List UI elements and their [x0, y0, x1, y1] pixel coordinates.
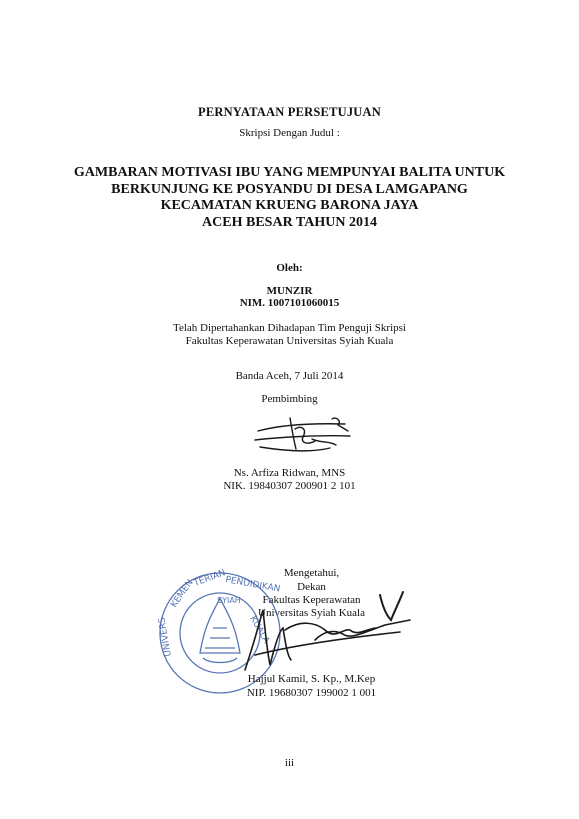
svg-text:TERIAN: TERIAN [192, 568, 228, 589]
thesis-title-line: KECAMATAN KRUENG BARONA JAYA [160, 198, 419, 213]
approval-university: Universitas Syiah Kuala [258, 607, 365, 619]
dean-nip: NIP. 19680307 199002 1 001 [246, 687, 377, 699]
svg-text:KUALA: KUALA [247, 614, 271, 646]
svg-text:KEMEN: KEMEN [169, 577, 196, 610]
thesis-title-line: GAMBARAN MOTIVASI IBU YANG MEMPUNYAI BALITA UNTUK [73, 165, 506, 180]
supervisor-nik: NIK. 19840307 200901 2 101 [223, 480, 356, 492]
supervisor-role: Pembimbing [261, 393, 318, 405]
svg-text:PENDIDIKAN: PENDIDIKAN [224, 575, 282, 595]
dean-name: Hajjul Kamil, S. Kp., M.Kep [247, 673, 376, 685]
defense-line-1: Telah Dipertahankan Dihadapan Tim Penguji Skripsi [173, 322, 406, 334]
thesis-title [0, 165, 579, 231]
approval-known: Mengetahui, [283, 567, 340, 579]
thesis-title-line: BERKUNJUNG KE POSYANDU DI DESA LAMGAPANG [111, 181, 468, 197]
approval-faculty: Fakultas Keperawatan [262, 594, 361, 606]
svg-text:SYIAH: SYIAH [217, 596, 241, 605]
defense-line-2: Fakultas Keperawatan Universitas Syiah Kuala [185, 335, 394, 347]
thesis-title-line: ACEH BESAR TAHUN 2014 [202, 214, 377, 230]
svg-text:UNIVERS: UNIVERS [157, 616, 174, 658]
supervisor-name: Ns. Arfiza Ridwan, MNS [233, 467, 346, 479]
author-nim: NIM. 1007101060015 [239, 297, 340, 309]
supervisor-signature [250, 415, 360, 460]
page-number: iii [284, 757, 295, 769]
place-date: Banda Aceh, 7 Juli 2014 [235, 370, 344, 382]
page-heading: PERNYATAAN PERSETUJUAN [197, 105, 381, 119]
page-subheading: Skripsi Dengan Judul : [239, 127, 340, 139]
author-by-label: Oleh: [276, 262, 303, 274]
approval-position: Dekan [297, 581, 326, 593]
author-name: MUNZIR [266, 285, 313, 297]
check-mark [375, 590, 405, 625]
